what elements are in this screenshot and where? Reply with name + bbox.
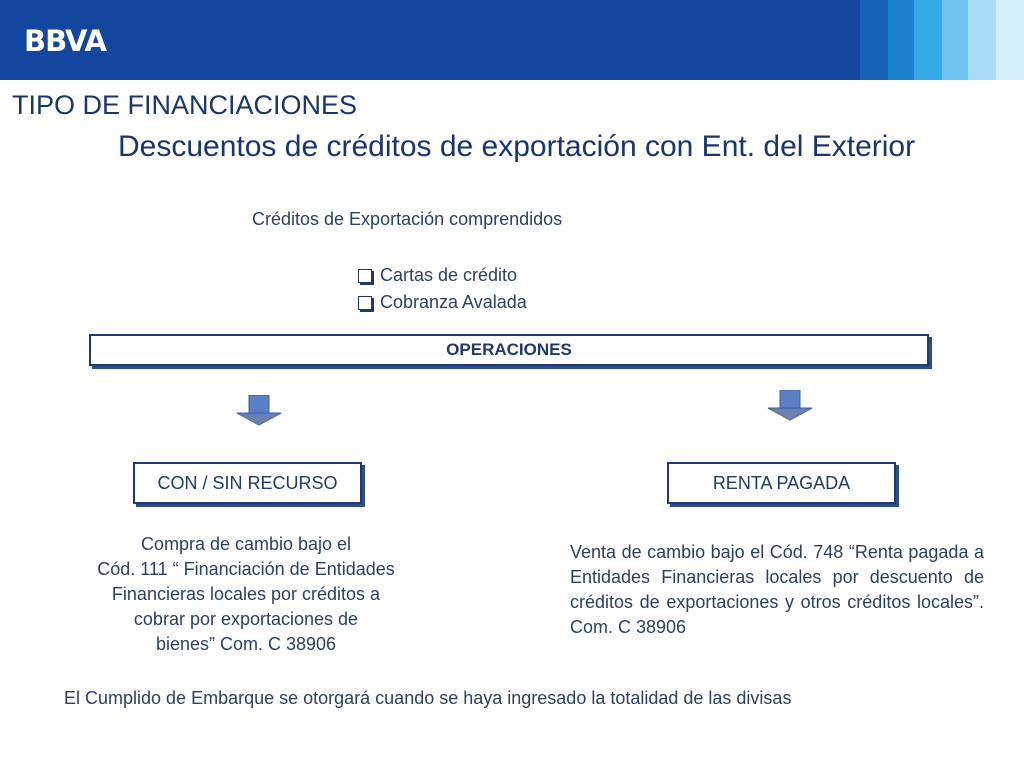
operations-box	[89, 334, 929, 366]
page-subtitle: Descuentos de créditos de exportación con Ent. del Exterior	[118, 130, 916, 163]
header-stripe	[860, 0, 888, 80]
con-sin-recurso-box	[133, 462, 362, 504]
down-arrow-icon	[235, 395, 283, 427]
footer-note-text: El Cumplido de Embarque se otorgará cuando se haya ingresado la totalidad de las divisas	[64, 688, 792, 708]
header-stripe	[968, 0, 996, 80]
list-item-label: Cartas de crédito	[380, 265, 518, 285]
list-item	[358, 262, 527, 289]
header-stripe	[914, 0, 942, 80]
renta-pagada-box	[667, 462, 896, 504]
description-line: Financieras locales por créditos a	[111, 584, 381, 604]
operations-label: OPERACIONES	[446, 340, 572, 359]
credit-list	[358, 262, 527, 316]
header-band	[0, 0, 1024, 80]
header-stripe	[996, 0, 1024, 80]
list-item	[358, 289, 527, 316]
con-sin-recurso-description	[66, 532, 426, 657]
renta-pagada-description: Venta de cambio bajo el Cód. 748 “Renta pagada a Entidades Financieras locales por descuento de créditos de exportaciones y otros créditos locales”. Com. C 38906	[570, 542, 984, 637]
checkbox-icon	[358, 269, 372, 283]
page-title: TIPO DE FINANCIACIONES	[12, 90, 358, 120]
renta-pagada-label: RENTA PAGADA	[712, 472, 851, 493]
header-stripe	[942, 0, 968, 80]
checkbox-icon	[358, 296, 372, 310]
credits-heading: Créditos de Exportación comprendidos	[252, 209, 563, 229]
list-item-label: Cobranza Avalada	[380, 292, 527, 312]
header-stripe	[888, 0, 914, 80]
description-line: Compra de cambio bajo el	[140, 534, 352, 554]
description-line: cobrar por exportaciones de	[133, 609, 359, 629]
footer-note	[64, 688, 791, 709]
down-arrow-icon	[766, 390, 814, 422]
description-line: Cód. 111 “ Financiación de Entidades	[97, 559, 395, 579]
description-line: bienes” Com. C 38906	[155, 634, 337, 654]
header-band-base	[0, 0, 860, 80]
con-sin-recurso-label: CON / SIN RECURSO	[157, 472, 338, 493]
bbva-logo: BBVA	[24, 24, 106, 58]
